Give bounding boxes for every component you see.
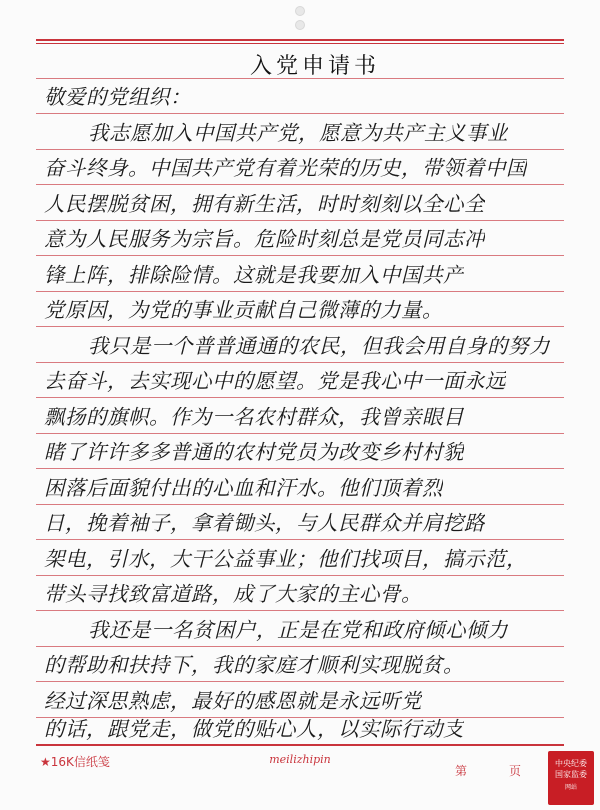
text-line: 架电，引水，大干公益事业；他们找项目，搞示范，	[44, 547, 527, 571]
ruled-line	[36, 681, 564, 682]
brand-label: meilizhipin	[269, 753, 331, 766]
text-line: 去奋斗，去实现心中的愿望。党是我心中一面永远	[44, 369, 506, 393]
text-line: 意为人民服务为宗旨。危险时刻总是党员同志冲	[44, 227, 485, 251]
ruled-line	[36, 362, 564, 363]
ruled-line	[36, 220, 564, 221]
document-title: 入党申请书	[249, 54, 380, 79]
ruled-line	[36, 113, 564, 114]
text-line: 人民摆脱贫困，拥有新生活，时时刻刻以全心全	[44, 192, 485, 216]
binding-hole	[295, 20, 305, 30]
text-line: 经过深思熟虑，最好的感恩就是永远听党	[44, 689, 422, 713]
page-number-label	[455, 762, 521, 779]
text-line: 带头寻找致富道路，成了大家的主心骨。	[44, 582, 422, 606]
ruled-line	[36, 575, 564, 576]
text-line: 的帮助和扶持下，我的家庭才顺利实现脱贫。	[44, 653, 464, 677]
ruled-line	[36, 149, 564, 150]
salutation: 敬爱的党组织：	[44, 85, 191, 109]
watermark-line1: 中央纪委	[555, 759, 587, 768]
ruled-line	[36, 539, 564, 540]
text-line: 日，挽着袖子，拿着锄头，与人民群众并肩挖路	[44, 511, 485, 535]
ruled-line	[36, 326, 564, 327]
ruled-line	[36, 291, 564, 292]
binding-hole	[295, 6, 305, 16]
watermark-line2: 国家监委	[555, 770, 587, 779]
page-label-left: 第	[455, 764, 468, 778]
ruled-line	[36, 504, 564, 505]
watermark-line3: 网站	[564, 784, 577, 791]
text-line: 我只是一个普普通通的农民，但我会用自身的努力	[88, 334, 550, 358]
text-line: 睹了许许多多普通的农村党员为改变乡村村貌	[44, 440, 464, 464]
text-line: 的话，跟党走，做党的贴心人，以实际行动支	[44, 717, 464, 741]
watermark-seal	[548, 751, 594, 805]
page-label-right: 页	[509, 764, 522, 778]
ruled-line	[36, 184, 564, 185]
header-rule	[36, 39, 564, 41]
paper-label: ★16K信纸笺	[40, 755, 110, 769]
ruled-line	[36, 255, 564, 256]
ruled-line	[36, 397, 564, 398]
footer-rule	[36, 744, 564, 746]
ruled-line	[36, 646, 564, 647]
text-line: 奋斗终身。中国共产党有着光荣的历史，带领着中国	[44, 156, 527, 180]
text-line: 我还是一名贫困户，正是在党和政府倾心倾力	[88, 618, 508, 642]
text-line: 飘扬的旗帜。作为一名农村群众，我曾亲眼目	[44, 405, 464, 429]
text-line: 困落后面貌付出的心血和汗水。他们顶着烈	[44, 476, 443, 500]
text-line: 我志愿加入中国共产党，愿意为共产主义事业	[88, 121, 508, 145]
ruled-line	[36, 433, 564, 434]
ruled-line	[36, 610, 564, 611]
text-line: 锋上阵，排除险情。这就是我要加入中国共产	[44, 263, 464, 287]
text-line: 党原因，为党的事业贡献自己微薄的力量。	[44, 298, 443, 322]
header-rule-thin	[36, 43, 564, 44]
ruled-line	[36, 468, 564, 469]
